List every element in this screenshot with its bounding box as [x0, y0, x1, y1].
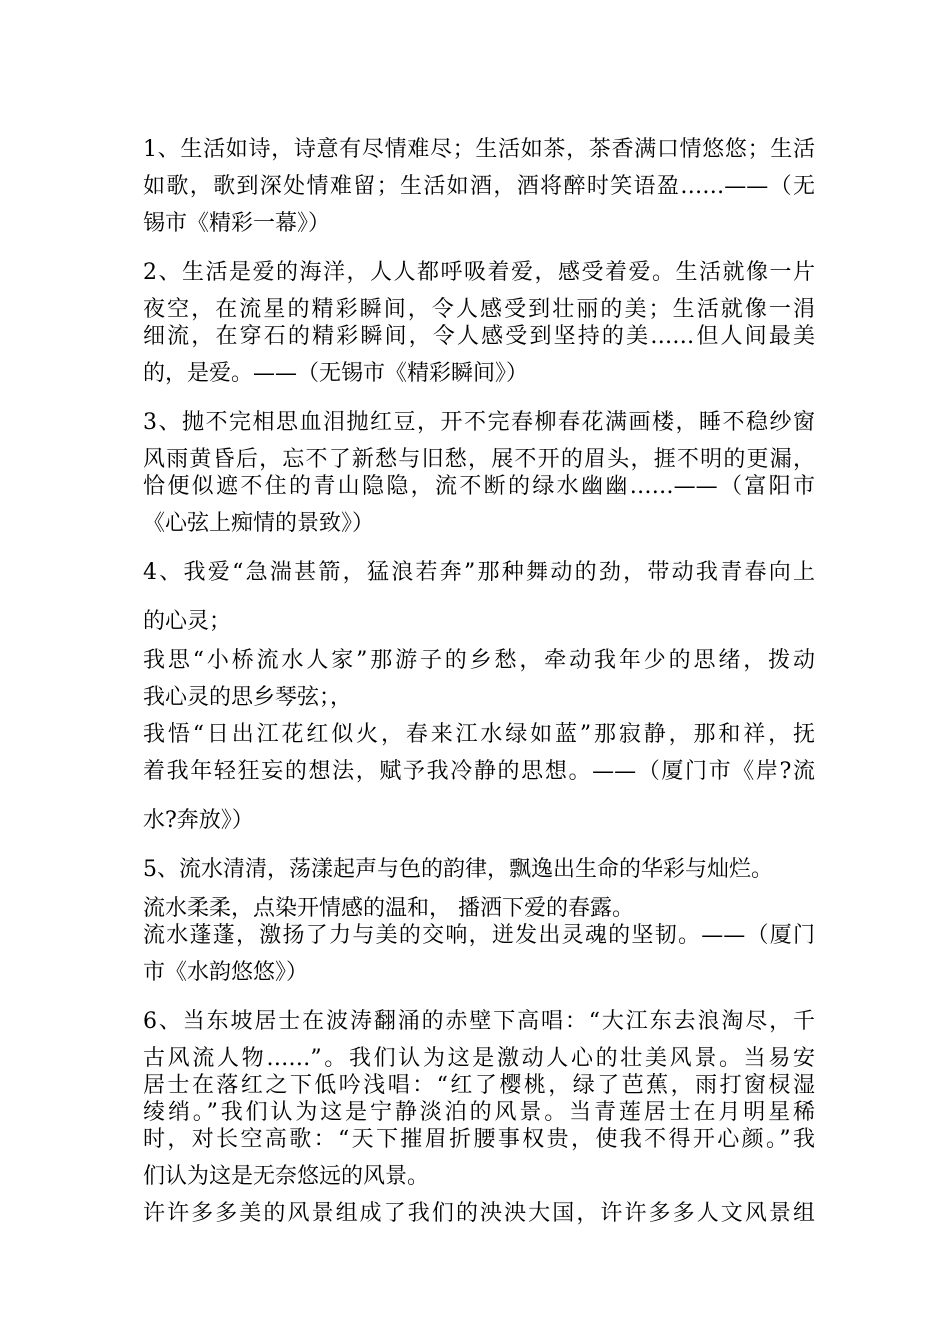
- paragraph-5-line-3: 流水蓬蓬，激扬了力与美的交响，迸发出灵魂的坚韧。——（厦门: [143, 923, 815, 948]
- paragraph-2-line-1: 2、生活是爱的海洋，人人都呼吸着爱，感受着爱。生活就像一片: [143, 260, 815, 285]
- paragraph-3-line-3: 恰便似遮不住的青山隐隐，流不断的绿水幽幽……——（富阳市: [143, 474, 815, 499]
- paragraph-1-line-1: 1、生活如诗，诗意有尽情难尽；生活如茶，茶香满口情悠悠；生活: [143, 137, 815, 162]
- paragraph-5-line-4: 市《水韵悠悠》）: [143, 960, 309, 985]
- paragraph-6-line-1: 6、当东坡居士在波涛翻涌的赤壁下高唱：“大江东去浪淘尽，千: [143, 1009, 815, 1034]
- paragraph-4-line-1: 4、我爱“急湍甚箭，猛浪若奔”那种舞动的劲，带动我青春向上: [143, 560, 815, 585]
- paragraph-6-line-7: 许许多多美的风景组成了我们的泱泱大国，许许多多人文风景组: [143, 1201, 815, 1226]
- paragraph-4-line-6: 着我年轻狂妄的想法，赋予我冷静的思想。——（厦门市《岸?流: [143, 759, 815, 784]
- paragraph-5-line-1: 5、流水清清，荡漾起声与色的韵律，飘逸出生命的华彩与灿烂。: [143, 857, 773, 882]
- paragraph-4-line-2: 的心灵；: [143, 609, 232, 634]
- paragraph-4-line-4: 我心灵的思乡琴弦；，: [143, 685, 353, 710]
- paragraph-3-line-1: 3、抛不完相思血泪抛红豆，开不完春柳春花满画楼，睡不稳纱窗: [143, 410, 815, 435]
- paragraph-2-line-4: 的，是爱。——（无锡市《精彩瞬间》）: [143, 361, 529, 386]
- paragraph-6-line-5: 时，对长空高歌：“天下摧眉折腰事权贵，使我不得开心颜。”我: [143, 1127, 815, 1152]
- paragraph-3-line-4: 《心弦上痴情的景致》）: [143, 511, 375, 536]
- paragraph-4-line-3: 我思“小桥流水人家”那游子的乡愁，牵动我年少的思绪，拨动: [143, 648, 815, 673]
- paragraph-6-line-3: 居士在落红之下低吟浅唱：“红了樱桃，绿了芭蕉，雨打窗棂湿: [143, 1073, 815, 1098]
- paragraph-3-line-2: 风雨黄昏后，忘不了新愁与旧愁，展不开的眉头，捱不明的更漏，: [143, 447, 815, 472]
- paragraph-4-line-7: 水?奔放》）: [143, 808, 254, 833]
- paragraph-2-line-2: 夜空，在流星的精彩瞬间，令人感受到壮丽的美；生活就像一涓: [143, 297, 815, 322]
- paragraph-6-line-6: 们认为这是无奈悠远的风景。: [143, 1164, 430, 1189]
- paragraph-1-line-3: 锡市《精彩一幕》）: [143, 211, 331, 236]
- paragraph-6-line-4: 绫绡。”我们认为这是宁静淡泊的风景。当青莲居士在月明星稀: [143, 1100, 815, 1125]
- paragraph-6-line-2: 古风流人物……”。我们认为这是激动人心的壮美风景。当易安: [143, 1046, 815, 1071]
- paragraph-1-line-2: 如歌，歌到深处情难留；生活如酒，酒将醉时笑语盈……——（无: [143, 174, 815, 199]
- paragraph-2-line-3: 细流，在穿石的精彩瞬间，令人感受到坚持的美……但人间最美: [143, 324, 815, 349]
- paragraph-4-line-5: 我悟“日出江花红似火，春来江水绿如蓝”那寂静，那和祥，抚: [143, 722, 815, 747]
- paragraph-5-line-2: 流水柔柔，点染开情感的温和， 播洒下爱的春露。: [143, 896, 634, 921]
